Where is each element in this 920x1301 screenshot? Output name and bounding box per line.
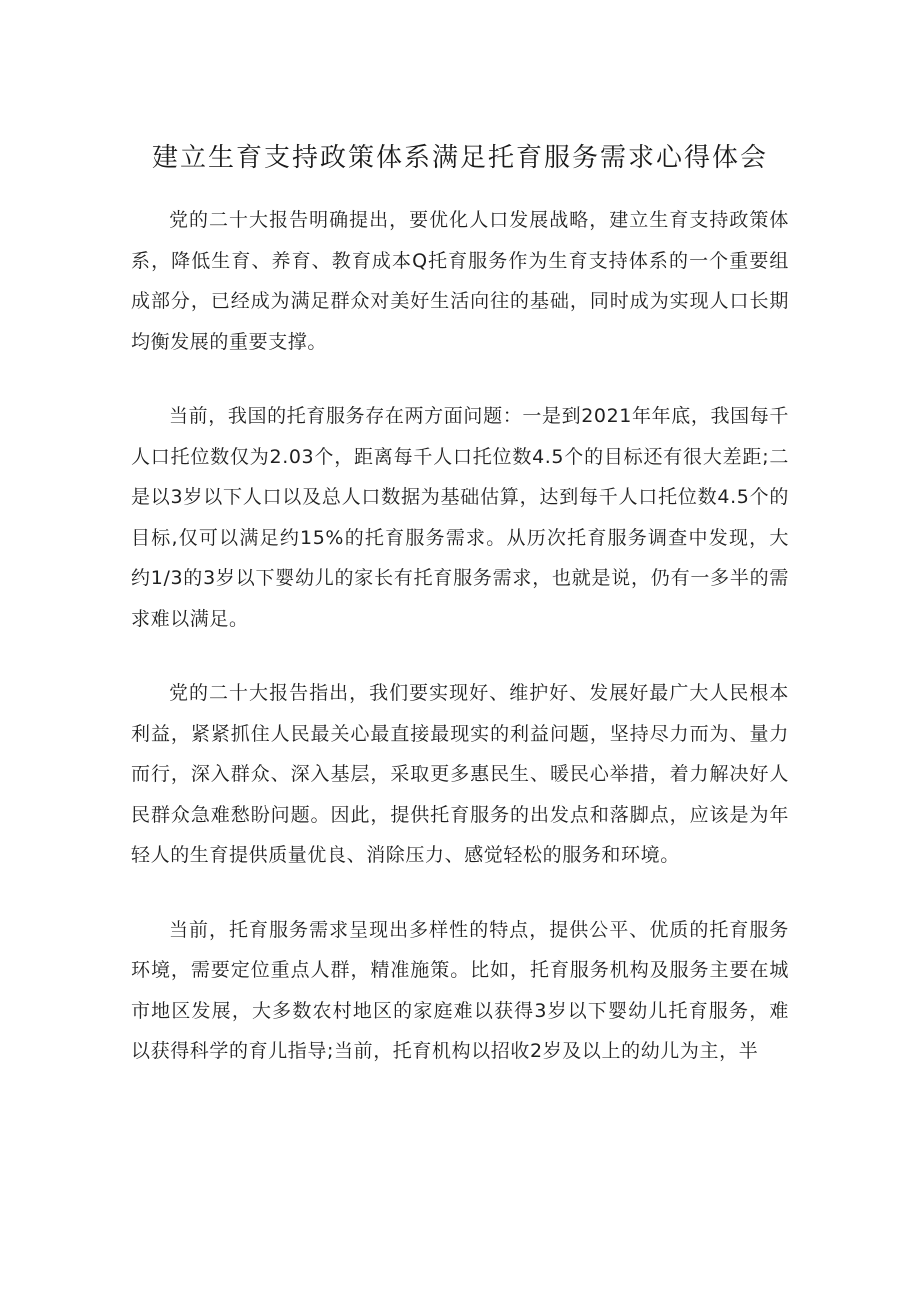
document-body [131, 200, 789, 1106]
document-title: 建立生育支持政策体系满足托育服务需求心得体会 [151, 143, 768, 173]
paragraph-1: 党的二十大报告明确提出，要优化人口发展战略，建立生育支持政策体系，降低生育、养育、教育成本Q托育服务作为生育支持体系的一个重要组成部分，已经成为满足群众对美好生活向往的基础，同时成为实现人口长期均衡发展的重要支撑。 [131, 209, 789, 353]
paragraph-4: 当前，托育服务需求呈现出多样性的特点，提供公平、优质的托育服务环境，需要定位重点人群，精准施策。比如，托育服务机构及服务主要在城市地区发展，大多数农村地区的家庭难以获得3岁以下婴幼儿托育服务，难以获得科学的育儿指导;当前，托育机构以招收2岁及以上的幼儿为主，半 [131, 918, 789, 1062]
paragraph-2: 当前，我国的托育服务存在两方面问题：一是到2021年年底，我国每千人口托位数仅为2.03个，距离每千人口托位数4.5个的目标还有很大差距;二是以3岁以下人口以及总人口数据为基础估算，达到每千人口托位数4.5个的目标,仅可以满足约15%的托育服务需求。从历次托育服务调查中发现，大约1/3的3岁以下婴幼儿的家长有托育服务需求，也就是说，仍有一多半的需求难以满足。 [131, 405, 789, 630]
paragraph-3: 党的二十大报告指出，我们要实现好、维护好、发展好最广大人民根本利益，紧紧抓住人民最关心最直接最现实的利益问题，坚持尽力而为、量力而行，深入群众、深入基层，采取更多惠民生、暖民心举措，着力解决好人民群众急难愁盼问题。因此，提供托育服务的出发点和落脚点，应该是为年轻人的生育提供质量优良、消除压力、感觉轻松的服务和环境。 [131, 682, 789, 866]
